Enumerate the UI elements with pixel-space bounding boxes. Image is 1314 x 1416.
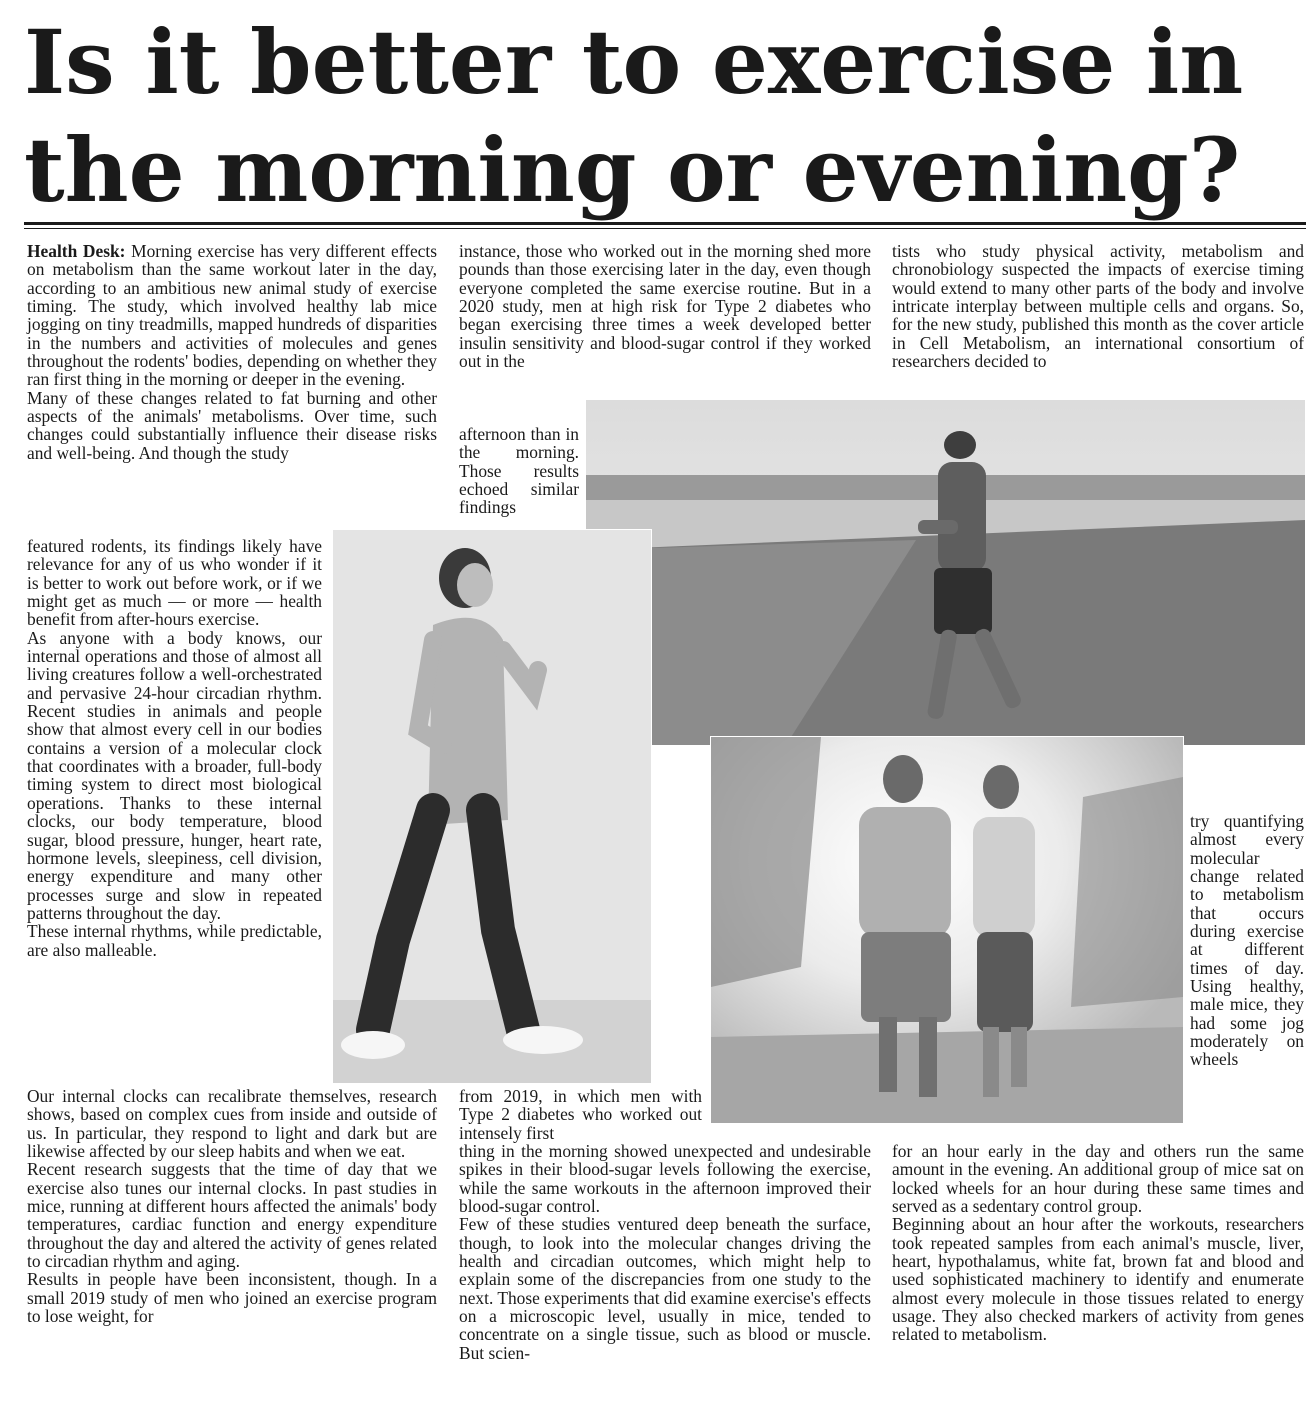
col2-mid — [459, 1087, 702, 1142]
col1-para-4a: These internal rhythms, while predictable, are also malleable. — [27, 921, 322, 960]
col1-para-3: As anyone with a body knows, our internal operations and those of almost all living creatures follow a well-orchestrated and pervasive 24-hour circadian rhythm. Recent studies in animals and people show that almost every cell in our bodies contains a version of a molecular clock that coordinates with a broader, full-body timing system to direct most biological operations. Thanks to these internal clocks, our body temperature, blood sugar, blood pressure, hunger, heart rate, hormone levels, sleepiness, cell division, energy expenditure and many other processes surge and slow in repeated patterns throughout the day. — [27, 627, 322, 923]
col2-para-4: thing in the morning showed unexpected and undesirable spikes in their blood-sugar levels following the exercise, while the same workouts in the afternoon improved their blood-sugar control. — [459, 1141, 871, 1217]
col2-para-3: from 2019, in which men with Type 2 diabetes who worked out intensely first — [459, 1086, 702, 1143]
col2-para-2: afternoon than in the morning. Those results echoed similar findings — [459, 424, 579, 518]
headline: Is it better to exercise in the morning or evening? — [24, 10, 1244, 222]
col3-bottom — [892, 1142, 1304, 1344]
col2-para-5: Few of these studies ventured deep beneath the surface, though, to look into the molecular changes driving the health and circadian outcomes, which might help to explain some of the discrepancies from one study to the next. Those experiments that did examine exercise's effects on a microscopic level, usually in mice, tended to concentrate on a single tissue, such as blood or muscle. But scien- — [459, 1214, 871, 1363]
col1-para-6: Results in people have been inconsistent, though. In a small 2019 study of men who joined an exercise program to lose weight, for — [27, 1269, 437, 1327]
photo-woman-walking — [332, 529, 652, 1084]
col2-para-1: instance, those who worked out in the morning shed more pounds than those exercising later in the day, even though everyone completed the same exercise routine. But in a 2020 study, men at high risk for Type 2 diabetes who began exercising three times a week developed better insulin sensitivity and blood-sugar control if they worked out in the — [459, 241, 871, 372]
headline-rule-thin — [24, 228, 1306, 229]
photo-couple-jogging — [710, 736, 1184, 1124]
byline: Health Desk: — [27, 241, 126, 261]
col3-para-2: try quantifying almost every molecular change related to metabolism that occurs during exercise at different times of day. Using healthy, male mice, they had some jog moderately on wheels — [1190, 811, 1304, 1070]
col1-narrow — [27, 537, 322, 959]
headline-rule — [24, 222, 1306, 225]
col3-para-4: Beginning about an hour after the workouts, researchers took repeated samples from each animal's muscle, liver, heart, hypothalamus, white fat, brown fat and blood and used sophisticated machinery to identify and enumerate almost every molecule in those tissues related to energy usage. They also checked markers of activity from genes related to metabolism. — [892, 1214, 1304, 1345]
col2-narrow — [459, 425, 579, 517]
col3-top — [892, 242, 1304, 370]
col1-para-1: Health Desk: Morning exercise has very different effects on metabolism than the same workout later in the day, according to an ambitious new animal study of exercise timing. The study, which involved healthy lab mice jogging on tiny treadmills, mapped hundreds of disparities in the numbers and activities of molecules and genes throughout the rodents' bodies, depending on whether they ran first thing in the morning or deeper in the evening. — [27, 241, 438, 390]
col1-para-2b: featured rodents, its findings likely have relevance for any of us who wonder if it is better to work out before work, or if we might get as much — or more — health benefit from after-hours exercise. — [27, 536, 322, 630]
col2-bottom — [459, 1142, 871, 1362]
col1-top — [27, 242, 437, 462]
col3-para-1: tists who study physical activity, metabolism and chronobiology suspected the impacts of exercise timing would extend to many other parts of the body and involve intricate interplay between multiple cells and organs. So, for the new study, published this month as the cover article in Cell Metabolism, an international consortium of researchers decided to — [892, 241, 1304, 372]
col2-top — [459, 242, 871, 370]
col1-bottom — [27, 1087, 437, 1325]
col1-para-2a: Many of these changes related to fat burning and other aspects of the animals' metabolisms. Over time, such changes could substantially influence their disease risks and well-being. And though the study — [27, 387, 437, 463]
photo-man-running — [586, 400, 1305, 745]
col3-para-3: for an hour early in the day and others run the same amount in the evening. An additional group of mice sat on locked wheels for an hour during these same times and served as a sedentary control group. — [892, 1141, 1304, 1217]
col3-narrow — [1190, 812, 1304, 1069]
col1-para-4b: Our internal clocks can recalibrate themselves, research shows, based on complex cues from inside and outside of us. In particular, they respond to light and dark but are likewise affected by our sleep habits and when we eat. — [27, 1086, 437, 1162]
col1-para-5: Recent research suggests that the time of day that we exercise also tunes our internal clocks. In past studies in mice, running at different hours affected the animals' body temperatures, cardiac function and energy expenditure throughout the day and altered the activity of genes related to circadian rhythm and aging. — [27, 1159, 437, 1272]
